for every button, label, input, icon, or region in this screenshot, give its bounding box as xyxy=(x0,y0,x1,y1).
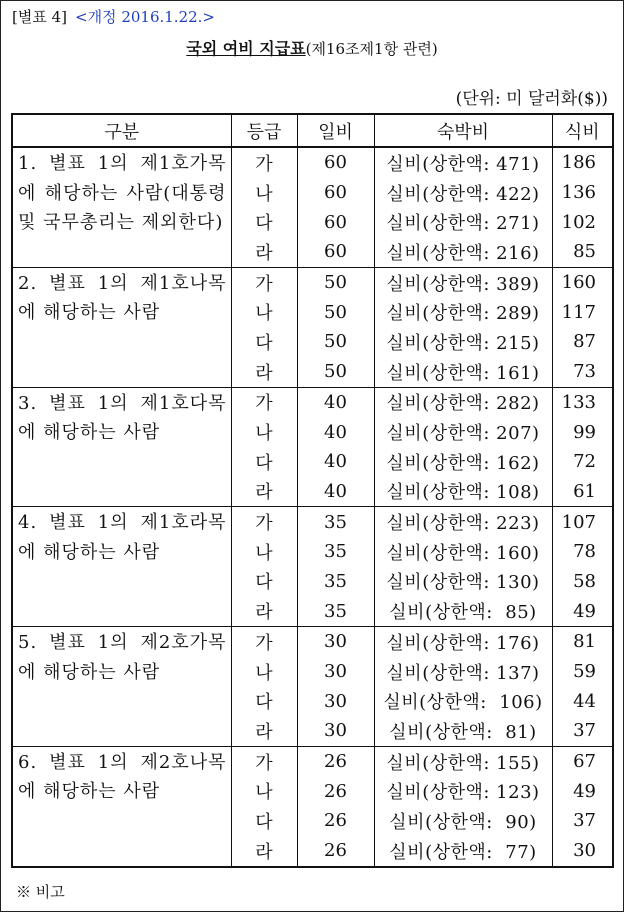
grade-cell: 다 xyxy=(231,327,297,357)
col-header-meal: 식비 xyxy=(552,114,613,147)
remarks-note: ※ 비고 xyxy=(16,883,65,901)
grade-cell: 라 xyxy=(231,237,297,267)
daily-allowance-cell: 60 xyxy=(297,178,374,208)
allowance-table xyxy=(11,113,614,868)
meal-cell: 87 xyxy=(552,327,613,357)
lodging-cell: 실비(상한액: 77) xyxy=(374,836,552,867)
table-body xyxy=(12,147,613,867)
grade-cell: 라 xyxy=(231,836,297,867)
grade-cell: 라 xyxy=(231,477,297,507)
header-row xyxy=(12,114,613,147)
table-row xyxy=(12,746,613,776)
daily-allowance-cell: 26 xyxy=(297,806,374,836)
grade-cell: 나 xyxy=(231,417,297,447)
grade-cell: 나 xyxy=(231,297,297,327)
meal-cell: 37 xyxy=(552,806,613,836)
lodging-cell: 실비(상한액: 108) xyxy=(374,477,552,507)
meal-cell: 72 xyxy=(552,447,613,477)
title-main: 국외 여비 지급표 xyxy=(186,39,306,58)
grade-cell: 가 xyxy=(231,746,297,776)
daily-allowance-cell: 26 xyxy=(297,836,374,867)
meal-cell: 37 xyxy=(552,716,613,746)
daily-allowance-cell: 60 xyxy=(297,207,374,237)
daily-allowance-cell: 35 xyxy=(297,567,374,597)
daily-allowance-cell: 30 xyxy=(297,686,374,716)
grade-cell: 가 xyxy=(231,147,297,178)
lodging-cell: 실비(상한액: 282) xyxy=(374,387,552,417)
meal-cell: 61 xyxy=(552,477,613,507)
meal-cell: 85 xyxy=(552,237,613,267)
daily-allowance-cell: 40 xyxy=(297,417,374,447)
grade-cell: 나 xyxy=(231,776,297,806)
grade-cell: 다 xyxy=(231,567,297,597)
lodging-cell: 실비(상한액: 176) xyxy=(374,627,552,657)
table-row xyxy=(12,387,613,417)
meal-cell: 59 xyxy=(552,657,613,687)
table-row xyxy=(12,627,613,657)
meal-cell: 107 xyxy=(552,507,613,537)
col-header-lodging: 숙박비 xyxy=(374,114,552,147)
meal-cell: 136 xyxy=(552,178,613,208)
meal-cell: 78 xyxy=(552,537,613,567)
grade-cell: 가 xyxy=(231,387,297,417)
unit-note: (단위: 미 달러화($)) xyxy=(455,89,608,109)
col-header-category: 구분 xyxy=(12,114,231,147)
grade-cell: 라 xyxy=(231,716,297,746)
lodging-cell: 실비(상한액: 271) xyxy=(374,207,552,237)
lodging-cell: 실비(상한액: 216) xyxy=(374,237,552,267)
document-header xyxy=(12,6,215,27)
meal-cell: 99 xyxy=(552,417,613,447)
lodging-cell: 실비(상한액: 223) xyxy=(374,507,552,537)
lodging-cell: 실비(상한액: 162) xyxy=(374,447,552,477)
grade-cell: 다 xyxy=(231,447,297,477)
category-cell: 4. 별표 1의 제1호라목에 해당하는 사람 xyxy=(12,507,231,627)
col-header-grade: 등급 xyxy=(231,114,297,147)
lodging-cell: 실비(상한액: 471) xyxy=(374,147,552,178)
meal-cell: 133 xyxy=(552,387,613,417)
category-cell: 2. 별표 1의 제1호나목에 해당하는 사람 xyxy=(12,267,231,387)
daily-allowance-cell: 40 xyxy=(297,477,374,507)
lodging-cell: 실비(상한액: 160) xyxy=(374,537,552,567)
grade-cell: 라 xyxy=(231,357,297,387)
daily-allowance-cell: 35 xyxy=(297,537,374,567)
daily-allowance-cell: 30 xyxy=(297,657,374,687)
lodging-cell: 실비(상한액: 85) xyxy=(374,596,552,626)
lodging-cell: 실비(상한액: 90) xyxy=(374,806,552,836)
lodging-cell: 실비(상한액: 207) xyxy=(374,417,552,447)
daily-allowance-cell: 40 xyxy=(297,447,374,477)
grade-cell: 나 xyxy=(231,537,297,567)
daily-allowance-cell: 50 xyxy=(297,297,374,327)
lodging-cell: 실비(상한액: 106) xyxy=(374,686,552,716)
meal-cell: 186 xyxy=(552,147,613,178)
meal-cell: 30 xyxy=(552,836,613,867)
daily-allowance-cell: 30 xyxy=(297,627,374,657)
table-row xyxy=(12,507,613,537)
lodging-cell: 실비(상한액: 81) xyxy=(374,716,552,746)
category-cell: 5. 별표 1의 제2호가목에 해당하는 사람 xyxy=(12,627,231,747)
daily-allowance-cell: 30 xyxy=(297,716,374,746)
page-title xyxy=(0,36,624,59)
meal-cell: 160 xyxy=(552,267,613,297)
lodging-cell: 실비(상한액: 389) xyxy=(374,267,552,297)
lodging-cell: 실비(상한액: 123) xyxy=(374,776,552,806)
daily-allowance-cell: 35 xyxy=(297,507,374,537)
grade-cell: 가 xyxy=(231,507,297,537)
lodging-cell: 실비(상한액: 161) xyxy=(374,357,552,387)
meal-cell: 67 xyxy=(552,746,613,776)
meal-cell: 44 xyxy=(552,686,613,716)
daily-allowance-cell: 60 xyxy=(297,147,374,178)
category-cell: 1. 별표 1의 제1호가목에 해당하는 사람(대통령 및 국무총리는 제외한다) xyxy=(12,147,231,267)
grade-cell: 가 xyxy=(231,627,297,657)
title-sub: (제16조제1항 관련) xyxy=(305,40,438,58)
daily-allowance-cell: 35 xyxy=(297,596,374,626)
lodging-cell: 실비(상한액: 215) xyxy=(374,327,552,357)
daily-allowance-cell: 40 xyxy=(297,387,374,417)
daily-allowance-cell: 26 xyxy=(297,746,374,776)
table-row xyxy=(12,147,613,178)
daily-allowance-cell: 50 xyxy=(297,327,374,357)
table-label: [별표 4] xyxy=(12,8,67,26)
meal-cell: 49 xyxy=(552,596,613,626)
daily-allowance-cell: 50 xyxy=(297,267,374,297)
grade-cell: 나 xyxy=(231,178,297,208)
daily-allowance-cell: 60 xyxy=(297,237,374,267)
daily-allowance-cell: 26 xyxy=(297,776,374,806)
meal-cell: 58 xyxy=(552,567,613,597)
grade-cell: 다 xyxy=(231,686,297,716)
col-header-daily: 일비 xyxy=(297,114,374,147)
category-cell: 6. 별표 1의 제2호나목에 해당하는 사람 xyxy=(12,746,231,866)
category-cell: 3. 별표 1의 제1호다목에 해당하는 사람 xyxy=(12,387,231,507)
grade-cell: 다 xyxy=(231,207,297,237)
grade-cell: 가 xyxy=(231,267,297,297)
meal-cell: 81 xyxy=(552,627,613,657)
meal-cell: 49 xyxy=(552,776,613,806)
lodging-cell: 실비(상한액: 155) xyxy=(374,746,552,776)
grade-cell: 나 xyxy=(231,657,297,687)
table-row xyxy=(12,267,613,297)
meal-cell: 73 xyxy=(552,357,613,387)
revision-date: <개정 2016.1.22.> xyxy=(75,8,215,26)
meal-cell: 117 xyxy=(552,297,613,327)
grade-cell: 다 xyxy=(231,806,297,836)
lodging-cell: 실비(상한액: 289) xyxy=(374,297,552,327)
grade-cell: 라 xyxy=(231,596,297,626)
meal-cell: 102 xyxy=(552,207,613,237)
lodging-cell: 실비(상한액: 130) xyxy=(374,567,552,597)
daily-allowance-cell: 50 xyxy=(297,357,374,387)
lodging-cell: 실비(상한액: 137) xyxy=(374,657,552,687)
lodging-cell: 실비(상한액: 422) xyxy=(374,178,552,208)
